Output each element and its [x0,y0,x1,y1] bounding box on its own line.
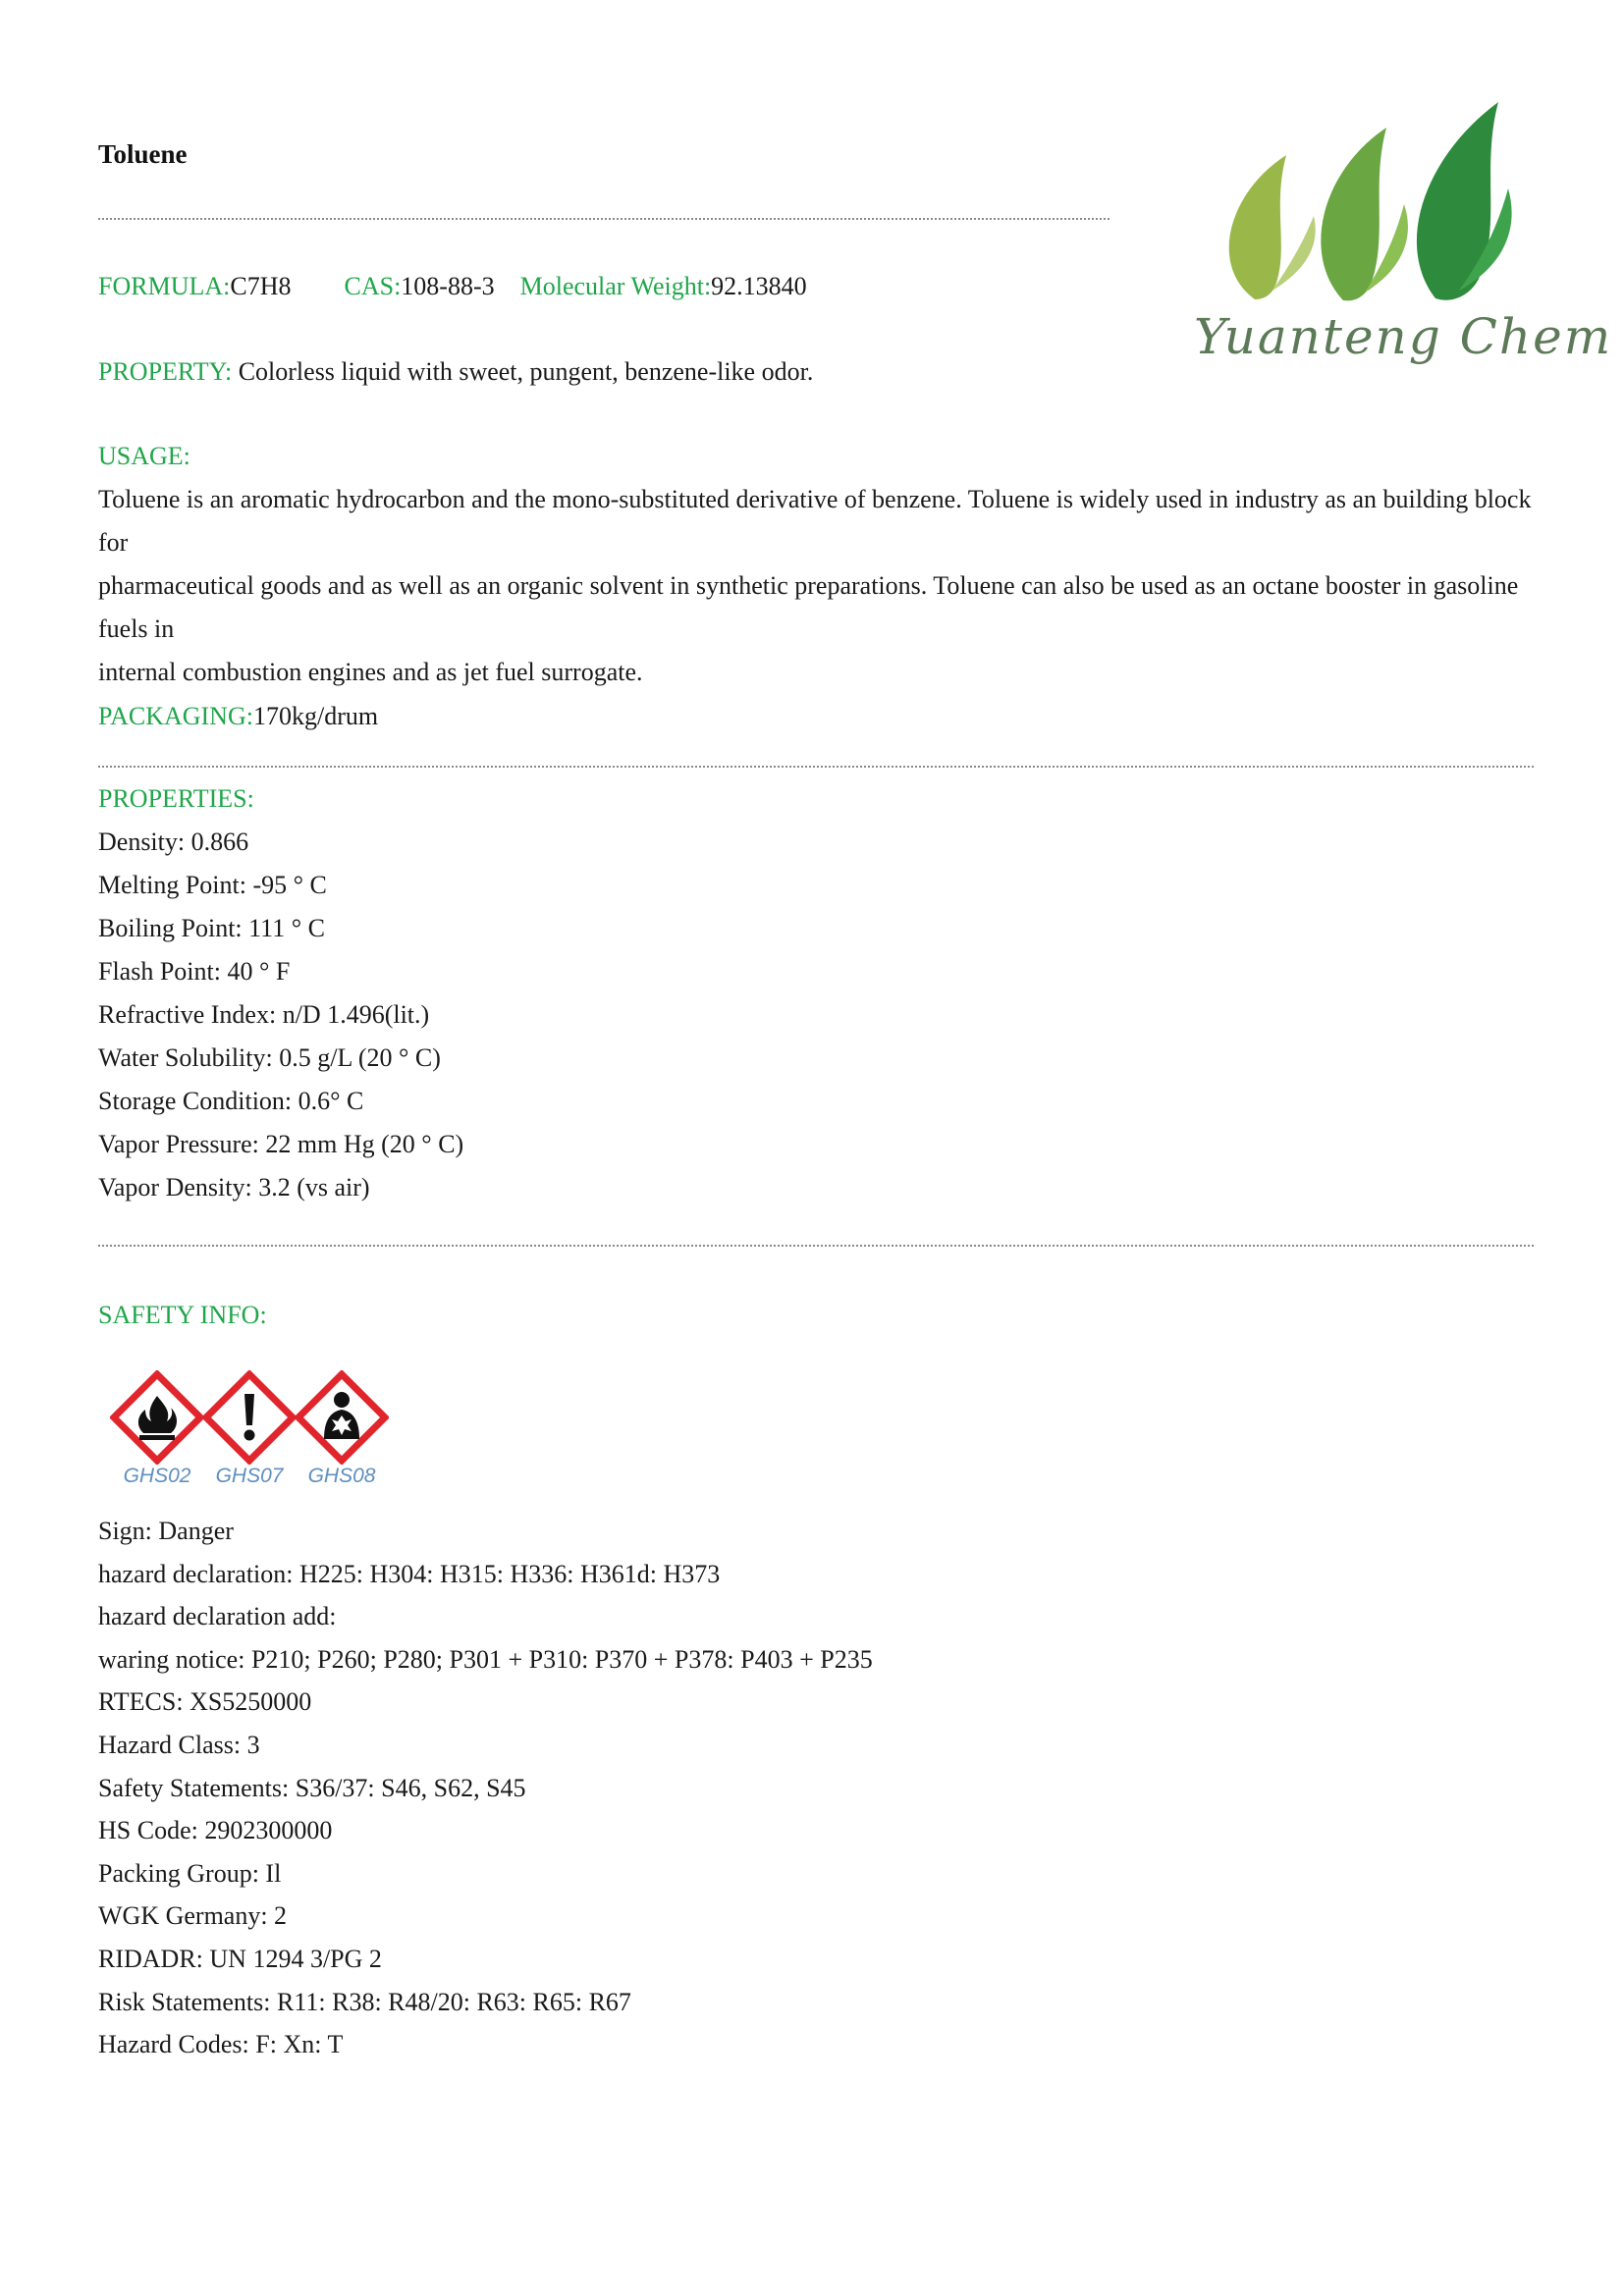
divider [98,766,1534,768]
divider [98,218,1110,220]
ghs-code: GHS02 [123,1465,191,1487]
safety-item: WGK Germany: 2 [98,1901,288,1931]
property-value: Colorless liquid with sweet, pungent, benzene-like odor. [232,357,814,386]
safety-item: Safety Statements: S36/37: S46, S62, S45 [98,1773,526,1802]
property-item: Boiling Point: 111 ° C [98,914,325,942]
ghs-pictograms [110,1370,405,1493]
safety-item: Hazard Class: 3 [98,1730,260,1759]
formula-label: FORMULA: [98,272,231,300]
usage-label: USAGE: [98,442,190,470]
safety-item: HS Code: 2902300000 [98,1816,333,1845]
cas-label: CAS: [344,272,402,300]
safety-item: hazard declaration add: [98,1602,337,1631]
property-line [98,350,813,394]
molecular-weight-label: Molecular Weight: [519,272,712,300]
property-item: Melting Point: -95 ° C [98,871,327,899]
ghs02-pictogram [110,1370,204,1493]
safety-item: Packing Group: Il [98,1858,282,1888]
ghs-code: GHS07 [215,1465,284,1487]
packaging-value: 170kg/drum [252,702,379,730]
safety-label: SAFETY INFO: [98,1301,267,1329]
properties-list [98,821,1534,1209]
ghs07-pictogram [202,1370,297,1493]
molecular-weight-value: 92.13840 [711,272,807,300]
ghs-code: GHS08 [307,1465,376,1487]
safety-item: Sign: Danger [98,1517,234,1545]
safety-item: Risk Statements: R11: R38: R48/20: R63: R65: R67 [98,1987,631,2016]
formula-value: C7H8 [230,272,292,300]
property-item: Vapor Density: 3.2 (vs air) [98,1173,370,1201]
property-item: Vapor Pressure: 22 mm Hg (20 ° C) [98,1130,464,1158]
ghs08-pictogram [295,1370,389,1493]
health-hazard-icon [295,1370,389,1465]
cas-value: 108-88-3 [401,272,495,300]
packaging-line [98,695,378,738]
company-logo [1178,98,1613,373]
property-item: Water Solubility: 0.5 g/L (20 ° C) [98,1043,441,1072]
packaging-label: PACKAGING: [98,702,253,730]
property-item: Density: 0.866 [98,828,249,856]
leaf-logo-icon [1178,98,1571,314]
property-label: PROPERTY: [98,357,233,386]
usage-text [98,478,1534,694]
logo-text: Yuanteng Chem [1194,308,1613,365]
usage-paragraph: pharmaceutical goods and as well as an organic solvent in synthetic preparations. Toluene can also be used as an octane booster in gasoline fuels in [98,571,1519,643]
divider [98,1245,1534,1247]
safety-item: waring notice: P210; P260; P280; P301 + P310: P370 + P378: P403 + P235 [98,1644,873,1674]
page-title: Toluene [98,139,188,169]
flame-icon [110,1370,204,1465]
usage-paragraph: internal combustion engines and as jet fuel surrogate. [98,658,643,686]
property-item: Storage Condition: 0.6° C [98,1087,364,1115]
safety-item: Hazard Codes: F: Xn: T [98,2030,344,2059]
exclamation-icon [202,1370,297,1465]
usage-paragraph: Toluene is an aromatic hydrocarbon and the mono-substituted derivative of benzene. Toluene is widely used in industry as an building block for [98,485,1532,557]
property-item: Flash Point: 40 ° F [98,957,291,986]
safety-item: RIDADR: UN 1294 3/PG 2 [98,1944,382,1973]
properties-label: PROPERTIES: [98,784,254,813]
safety-list [98,1510,873,2066]
safety-item: RTECS: XS5250000 [98,1687,312,1717]
safety-item: hazard declaration: H225: H304: H315: H336: H361d: H373 [98,1559,721,1588]
property-item: Refractive Index: n/D 1.496(lit.) [98,1000,430,1029]
formula-line [98,265,807,308]
